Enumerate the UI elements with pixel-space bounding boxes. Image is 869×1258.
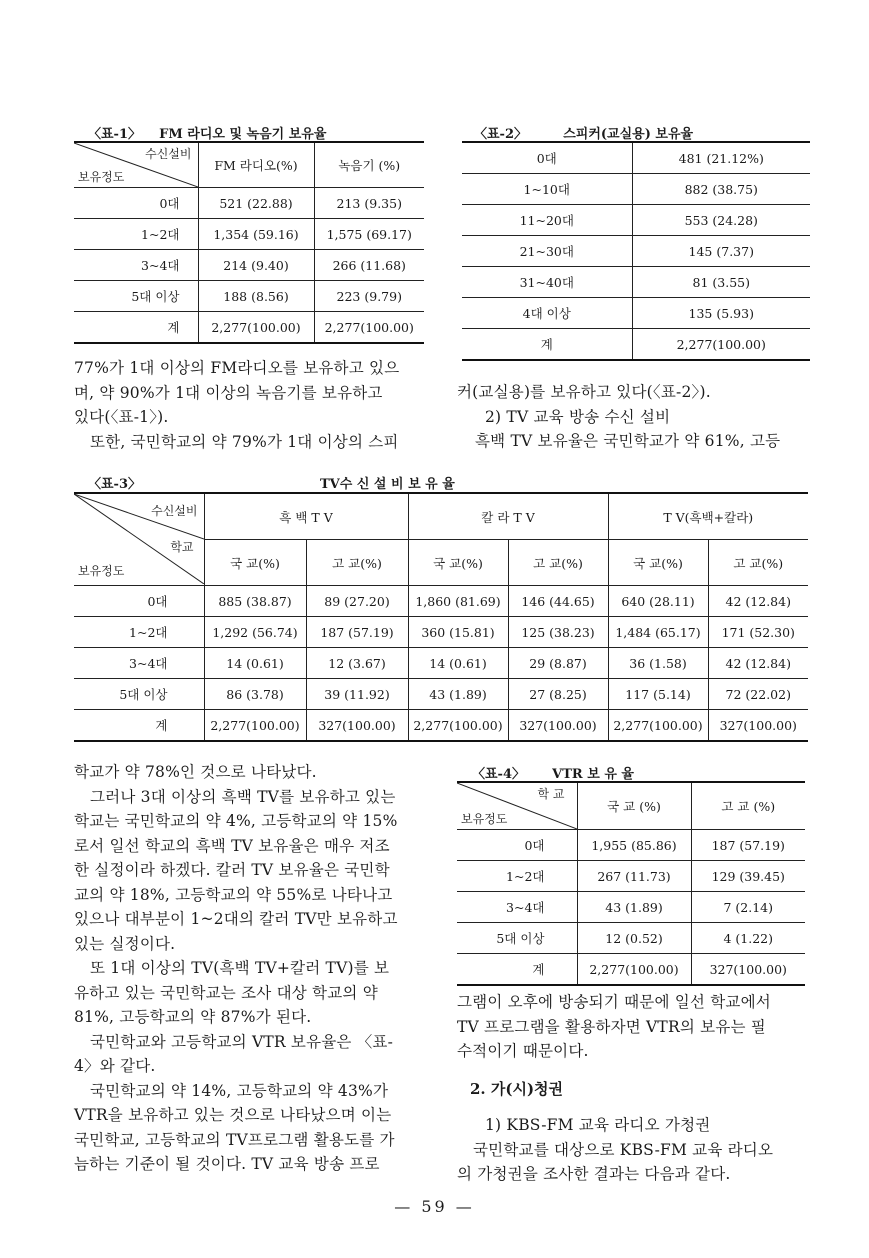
table-cell: 27 (8.25) — [508, 679, 608, 710]
table-cell: 7 (2.14) — [691, 892, 805, 923]
table-cell: 117 (5.14) — [608, 679, 708, 710]
table-row — [462, 329, 810, 361]
table-cell: 3~4대 — [74, 648, 204, 679]
table-cell: 5대 이상 — [74, 679, 204, 710]
table-cell: 223 (9.79) — [314, 281, 424, 312]
table-cell: 36 (1.58) — [608, 648, 708, 679]
table-cell: 31~40대 — [462, 267, 632, 298]
table1-col-fm: FM 라디오(%) — [198, 142, 314, 188]
table-cell: 135 (5.93) — [632, 298, 810, 329]
table4-caption: 〈표-4〉 VTR 보 유 율 — [472, 767, 634, 782]
table3-group-total: T V(흑백+칼라) — [608, 493, 808, 540]
table-cell: 2,277(100.00) — [577, 954, 691, 986]
table-cell: 187 (57.19) — [306, 617, 408, 648]
table-cell: 3~4대 — [74, 250, 198, 281]
table-cell: 43 (1.89) — [577, 892, 691, 923]
table-row — [457, 830, 805, 861]
table1-caption: 〈표-1〉 FM 라디오 및 녹음기 보유율 — [88, 127, 327, 142]
table-row — [457, 892, 805, 923]
table3-group-color: 칼 라 T V — [408, 493, 608, 540]
table-cell: 327(100.00) — [306, 710, 408, 742]
table-cell: 5대 이상 — [457, 923, 577, 954]
table-cell: 214 (9.40) — [198, 250, 314, 281]
table-cell: 21~30대 — [462, 236, 632, 267]
table-cell: 2,277(100.00) — [608, 710, 708, 742]
table-cell: 43 (1.89) — [408, 679, 508, 710]
table-cell: 고 교(%) — [508, 540, 608, 586]
table-row — [462, 298, 810, 329]
table-row — [74, 250, 424, 281]
table-cell: 145 (7.37) — [632, 236, 810, 267]
table-cell: 고 교(%) — [708, 540, 808, 586]
table-cell: 1~2대 — [457, 861, 577, 892]
page-number: — 59 — — [394, 1197, 475, 1216]
table-header-row — [74, 493, 808, 540]
table-header-row — [74, 142, 424, 188]
paragraph-right-3: 1) KBS-FM 교육 라디오 가청권 국민학교를 대상으로 KBS-FM 교육 라디오 의 가청권을 조사한 결과는 다음과 같다. — [457, 1116, 774, 1183]
section-title: 2. 가(시)청권 — [470, 1080, 564, 1098]
table-cell: 국 교(%) — [204, 540, 306, 586]
table-header-row — [457, 782, 805, 830]
table-cell: 29 (8.87) — [508, 648, 608, 679]
table-cell: 188 (8.56) — [198, 281, 314, 312]
table-row — [74, 312, 424, 344]
table-row — [74, 281, 424, 312]
table-cell: 327(100.00) — [708, 710, 808, 742]
table-cell: 4 (1.22) — [691, 923, 805, 954]
table-cell: 129 (39.45) — [691, 861, 805, 892]
table-cell: 213 (9.35) — [314, 188, 424, 219]
table-cell: 1~10대 — [462, 174, 632, 205]
table-cell: 267 (11.73) — [577, 861, 691, 892]
table3-diagonal-header: 수신설비 학교 보유정도 — [74, 493, 204, 586]
table-cell: 327(100.00) — [508, 710, 608, 742]
table-cell: 2,277(100.00) — [204, 710, 306, 742]
table-row — [74, 710, 808, 742]
table-row — [457, 954, 805, 986]
table-cell: 1,860 (81.69) — [408, 586, 508, 617]
table-cell: 81 (3.55) — [632, 267, 810, 298]
table-cell: 14 (0.61) — [204, 648, 306, 679]
table-cell: 0대 — [74, 586, 204, 617]
table-cell: 327(100.00) — [691, 954, 805, 986]
table-cell: 187 (57.19) — [691, 830, 805, 861]
table-cell: 553 (24.28) — [632, 205, 810, 236]
table-row — [74, 648, 808, 679]
table-cell: 5대 이상 — [74, 281, 198, 312]
table-row — [74, 617, 808, 648]
table4-col-elementary: 국 교 (%) — [577, 782, 691, 830]
table1-col-recorder: 녹음기 (%) — [314, 142, 424, 188]
table-row — [462, 236, 810, 267]
paragraph-left-2: 학교가 약 78%인 것으로 나타났다. 그러나 3대 이상의 흑백 TV를 보유하고 있는 학교는 국민학교의 약 4%, 고등학교의 약 15% 로서 일선 학교의 흑백 TV 보유율은 매우 저조 한 실정이라 하겠다. 칼러 TV 보유율은 국민학 교의 약 18%, 고등학교의 약 55%로 나타나고 있으나 대부분이 1~2대의 칼러 TV만 보유하고 있는 실정이다. 또 1대 이상의 TV(흑백 TV+칼러 TV)를 보 유하고 있는 국민학교는 조사 대상 학교의 약 81%, 고등학교의 약 87%가 된다. 국민학교와 고등학교의 VTR 보유율은 〈표- 4〉와 같다. 국민학교의 약 14%, 고등학교의 약 43%가 VTR을 보유하고 있는 것으로 나타났으며 이는 국민학교, 고등학교의 TV프로그램 활용도를 가 늠하는 기준이 될 것이다. TV 교육 방송 프로 — [74, 763, 398, 1173]
table-row — [462, 142, 810, 174]
table-row — [74, 586, 808, 617]
table-cell: 1~2대 — [74, 219, 198, 250]
table-cell: 1,292 (56.74) — [204, 617, 306, 648]
table-cell: 계 — [462, 329, 632, 361]
table4-diagonal-header: 학 교 보유정도 — [457, 782, 577, 830]
table-cell: 계 — [74, 710, 204, 742]
table-cell: 계 — [74, 312, 198, 344]
table-cell: 0대 — [74, 188, 198, 219]
table-cell: 12 (0.52) — [577, 923, 691, 954]
table3 — [74, 492, 808, 742]
table-cell: 계 — [457, 954, 577, 986]
table-cell: 2,277(100.00) — [632, 329, 810, 361]
table-cell: 171 (52.30) — [708, 617, 808, 648]
table-row — [457, 861, 805, 892]
table4 — [457, 781, 805, 986]
table-cell: 2,277(100.00) — [408, 710, 508, 742]
table-cell: 521 (22.88) — [198, 188, 314, 219]
table-cell: 1,484 (65.17) — [608, 617, 708, 648]
table-cell: 360 (15.81) — [408, 617, 508, 648]
table-cell: 640 (28.11) — [608, 586, 708, 617]
paragraph-right-2: 그램이 오후에 방송되기 때문에 일선 학교에서 TV 프로그램을 활용하자면 VTR의 보유는 필 수적이기 때문이다. — [457, 993, 771, 1060]
table1-diagonal-header: 수신설비 보유정도 — [74, 142, 198, 188]
table-cell: 3~4대 — [457, 892, 577, 923]
table-cell: 42 (12.84) — [708, 648, 808, 679]
table-row — [74, 679, 808, 710]
table-cell: 2,277(100.00) — [198, 312, 314, 344]
table-cell: 0대 — [462, 142, 632, 174]
table-cell: 1,575 (69.17) — [314, 219, 424, 250]
table-row — [462, 174, 810, 205]
table-cell: 2,277(100.00) — [314, 312, 424, 344]
table-cell: 882 (38.75) — [632, 174, 810, 205]
table-row — [462, 205, 810, 236]
table-cell: 4대 이상 — [462, 298, 632, 329]
table-row — [74, 188, 424, 219]
table-cell: 885 (38.87) — [204, 586, 306, 617]
table-cell: 0대 — [457, 830, 577, 861]
table-cell: 1,354 (59.16) — [198, 219, 314, 250]
table-cell: 14 (0.61) — [408, 648, 508, 679]
table-cell: 12 (3.67) — [306, 648, 408, 679]
table1 — [74, 141, 424, 344]
table-row — [462, 267, 810, 298]
table2 — [462, 141, 810, 361]
table2-caption: 〈표-2〉 스피커(교실용) 보유율 — [474, 127, 694, 142]
table-cell: 1,955 (85.86) — [577, 830, 691, 861]
paragraph-left-1: 77%가 1대 이상의 FM라디오를 보유하고 있으 며, 약 90%가 1대 이상의 녹음기를 보유하고 있다(〈표-1〉). 또한, 국민학교의 약 79%가 1대 이상의 스피 — [74, 359, 400, 451]
table-cell: 국 교(%) — [608, 540, 708, 586]
table-cell: 266 (11.68) — [314, 250, 424, 281]
table-cell: 481 (21.12%) — [632, 142, 810, 174]
table-cell: 125 (38.23) — [508, 617, 608, 648]
table-cell: 72 (22.02) — [708, 679, 808, 710]
table4-col-high: 고 교 (%) — [691, 782, 805, 830]
paragraph-right-1: 커(교실용)를 보유하고 있다(〈표-2〉). 2) TV 교육 방송 수신 설비 흑백 TV 보유율은 국민학교가 약 61%, 고등 — [457, 383, 781, 450]
table-cell: 86 (3.78) — [204, 679, 306, 710]
table-cell: 1~2대 — [74, 617, 204, 648]
table-cell: 39 (11.92) — [306, 679, 408, 710]
table-cell: 42 (12.84) — [708, 586, 808, 617]
table-row — [74, 219, 424, 250]
table-row — [457, 923, 805, 954]
table3-caption: 〈표-3〉 TV수 신 설 비 보 유 율 — [88, 477, 455, 492]
table-cell: 89 (27.20) — [306, 586, 408, 617]
table-cell: 146 (44.65) — [508, 586, 608, 617]
table-cell: 국 교(%) — [408, 540, 508, 586]
table3-group-bw: 흑 백 T V — [204, 493, 408, 540]
table-cell: 고 교(%) — [306, 540, 408, 586]
table-cell: 11~20대 — [462, 205, 632, 236]
